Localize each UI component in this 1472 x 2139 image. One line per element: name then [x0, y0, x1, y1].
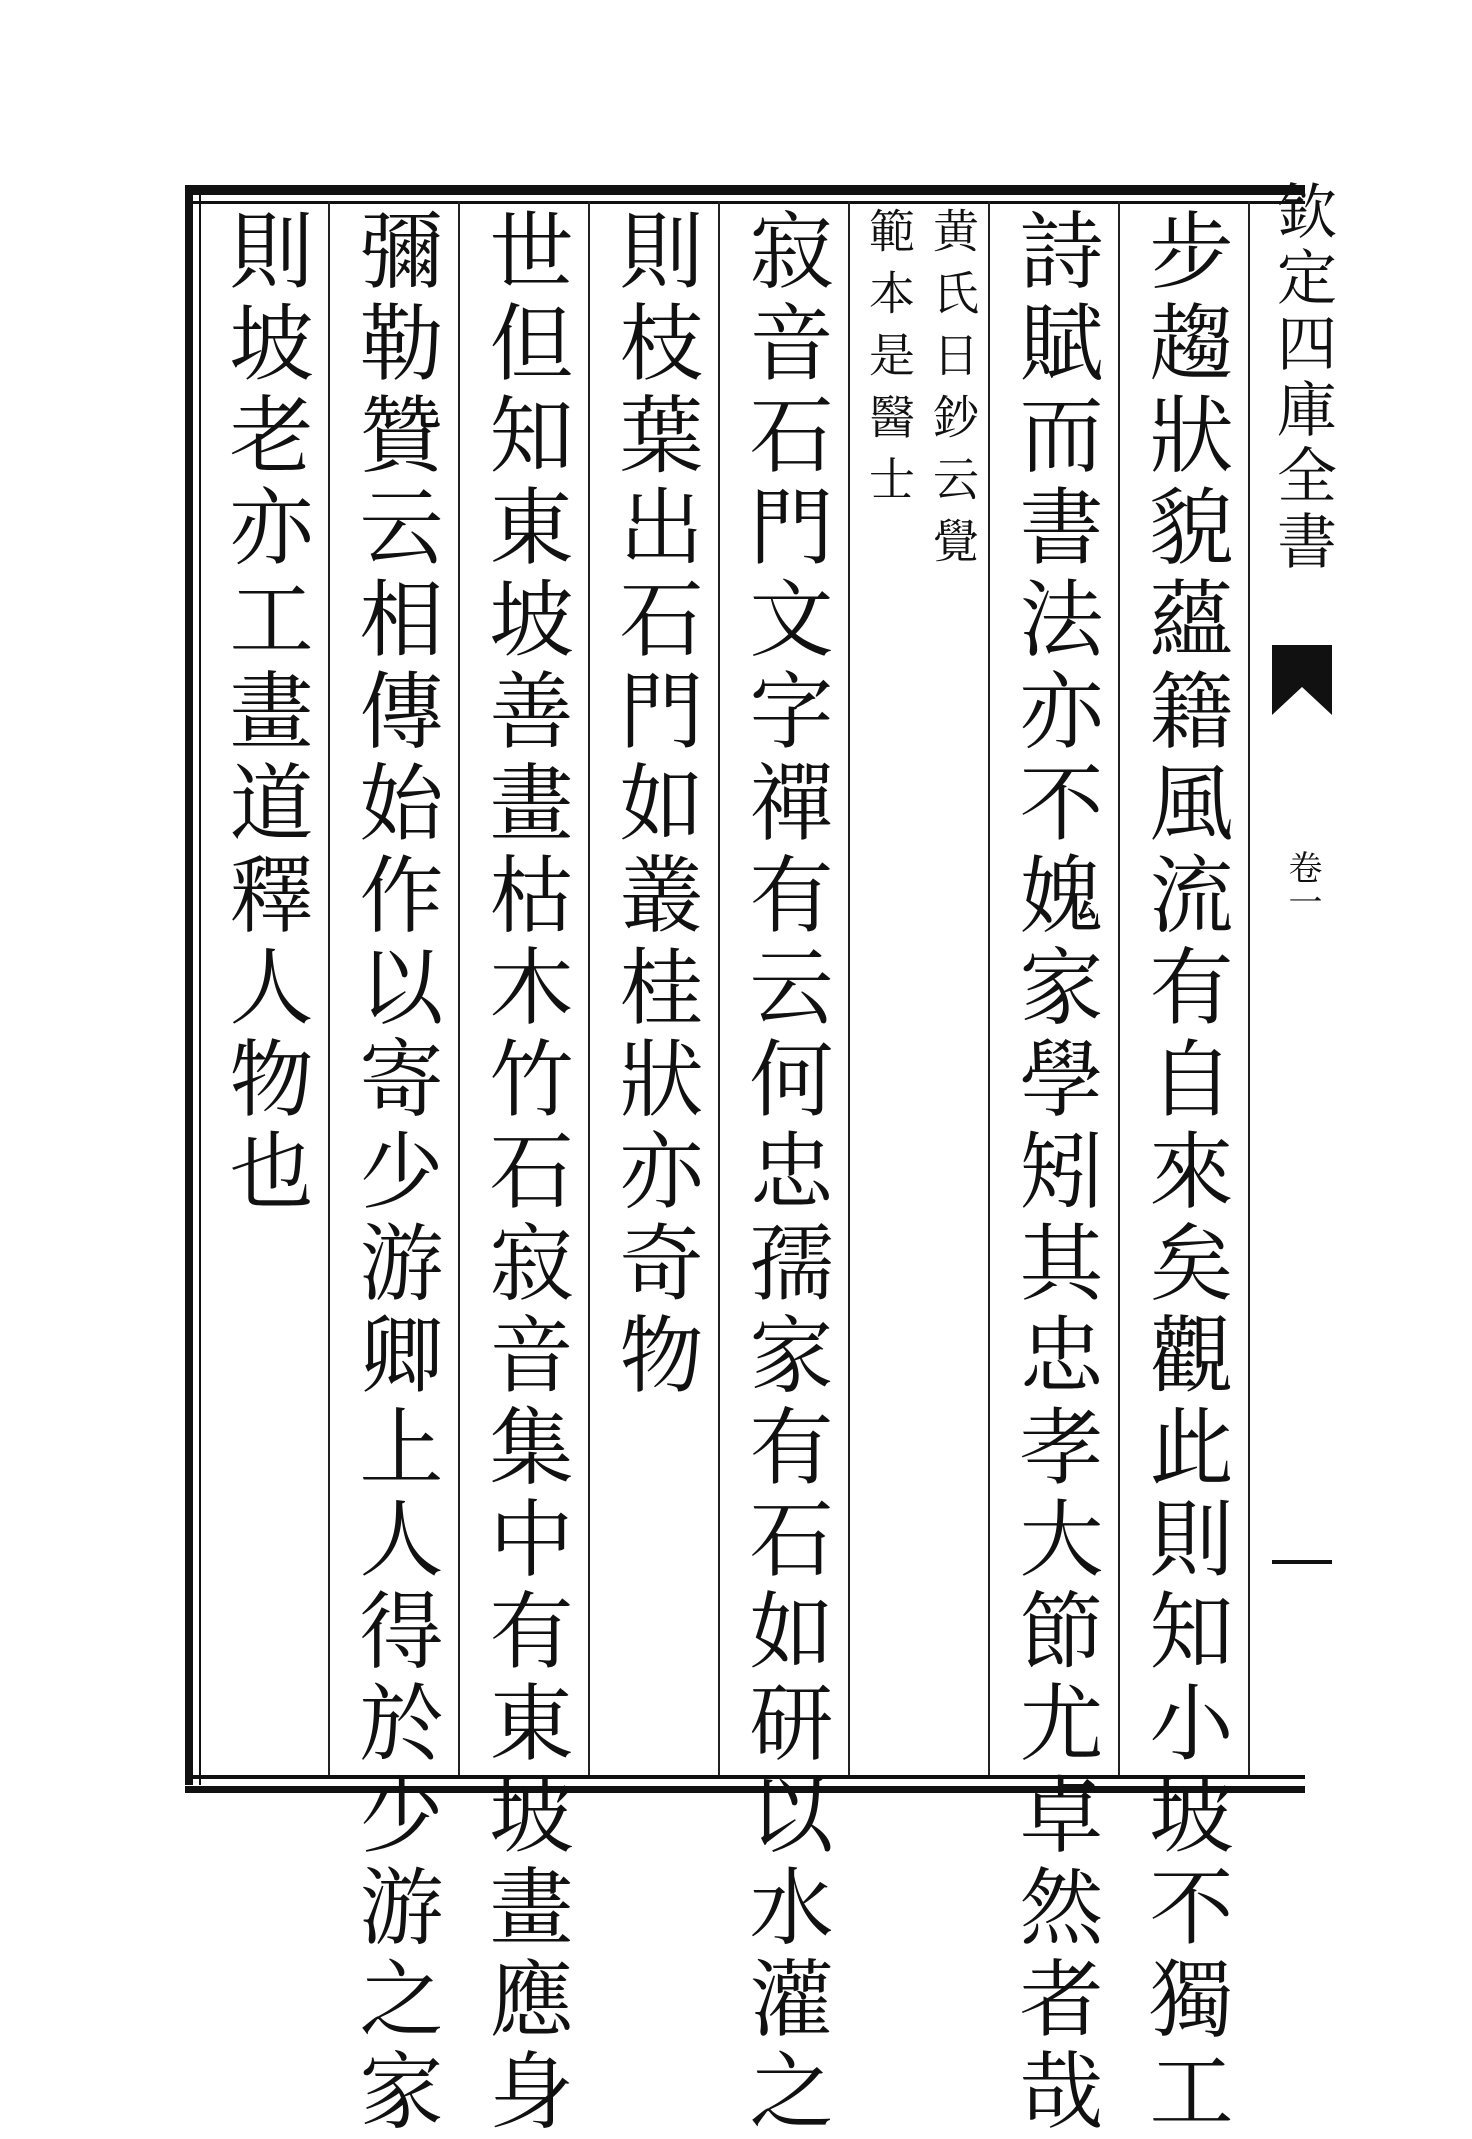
column-rule [1248, 201, 1250, 1775]
text-column-1: 步趨狀貌蘊籍風流有自來矣觀此則知小坡不獨工 [1136, 207, 1234, 2139]
text-column-4: 則枝葉出石門如叢桂狀亦奇物 [606, 207, 704, 1403]
fishtail-ornament [1272, 645, 1332, 715]
column-rule [1118, 201, 1120, 1775]
margin-rule [1272, 1560, 1332, 1564]
frame-left-inner-border [199, 185, 201, 1785]
column-rule [988, 201, 990, 1775]
column-rule [328, 201, 330, 1775]
note-column-right: 黄氏日鈔云覺 [926, 207, 980, 579]
note-column-left: 範本是醫士 [862, 207, 916, 517]
frame-top-border [185, 185, 1305, 195]
frame-left-border [185, 185, 193, 1785]
text-column-5: 世但知東坡善畫枯木竹石寂音集中有東坡畫應身 [476, 207, 574, 2139]
juan-number: 卷一 [1282, 850, 1322, 918]
column-rule [848, 201, 850, 1775]
column-rule [588, 201, 590, 1775]
book-title: 欽定四庫全書 [1267, 180, 1337, 576]
page-frame [185, 185, 1305, 2139]
text-column-6: 彌勒贊云相傳始作以寄少游卿上人得於少游之家 [346, 207, 444, 2139]
banxin-margin [1267, 170, 1337, 1810]
frame-top-inner-border [185, 201, 1305, 204]
column-rule [458, 201, 460, 1775]
text-column-7: 則坡老亦工畫道釋人物也 [216, 207, 314, 1219]
text-column-3: 寂音石門文字禪有云何忠孺家有石如研以水灌之 [736, 207, 834, 2139]
text-column-2: 詩賦而書法亦不媿家學矧其忠孝大節尤卓然者哉 [1006, 207, 1104, 2139]
column-rule [718, 201, 720, 1775]
